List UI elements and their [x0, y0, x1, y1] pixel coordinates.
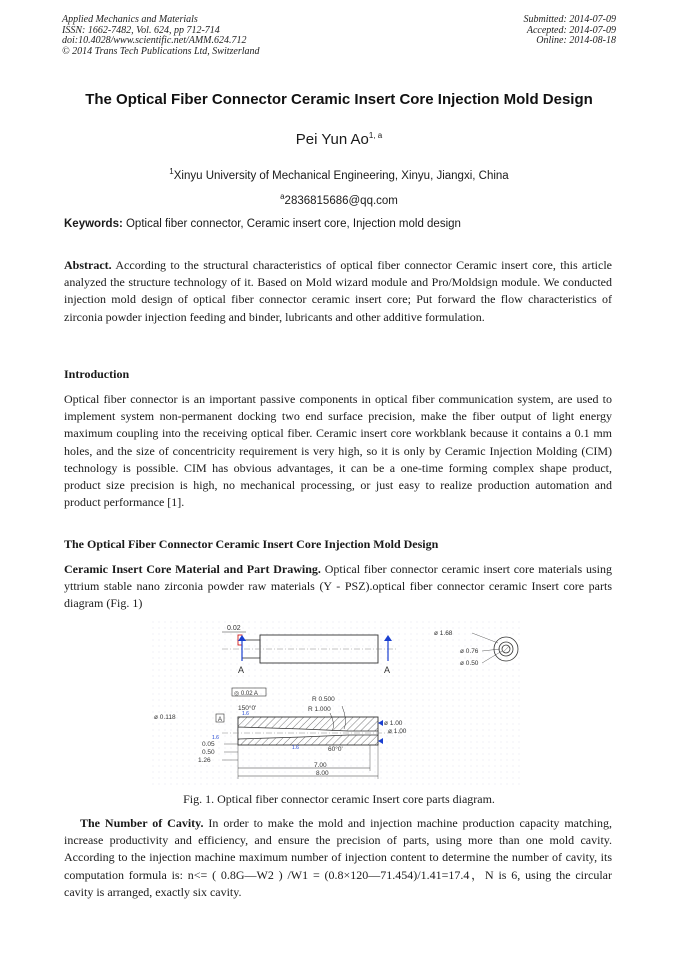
d-right-top-label: ø 1.00	[384, 720, 403, 727]
journal-issn: ISSN: 1662-7482, Vol. 624, pp 712-714	[62, 24, 220, 36]
introduction-paragraph: Optical fiber connector is an important passive components in optical fiber communication system, are used to implement system non-permanent docking two end surface precision, make the fiber output of light energy maximum coupling into the receiving optical fiber. Ceramic insert core workblank because it contains a 0.1 mm holes, and the size of concentricity requirement is very high, so it is only by Ceramic Injection Molding (CIM) technology is possible. CIM has obvious advantages, it can be a one-time forming complex shape product, product size precision is high, no mechanical processing, or just easy to realize production automation and product performance [1].	[64, 392, 612, 510]
affiliation-text: Xinyu University of Mechanical Engineering, Xinyu, Jiangxi, China	[173, 169, 509, 182]
cavity-text: In order to make the mold and injection machine production capacity matching, increase productivity and efficiency, and ensure the precision of parts, using more than one mold cavity. According to the injection machine maximum number of injection content to determine the number of cavity, its computation formula is: n<= ( 0.8G—W2 ) /W1 = (0.8×120—71.454)/1.41=17.4，N is 6, using the circular cavity is arranged, exactly six cavity.	[64, 816, 612, 899]
introduction-heading: Introduction	[64, 367, 130, 381]
d-inner-label: ø 0.50	[460, 660, 479, 667]
journal-header-right	[524, 15, 617, 47]
d-mid-label: ø 0.76	[460, 648, 479, 655]
dim-126: 1.26	[198, 757, 211, 764]
paper-title: The Optical Fiber Connector Ceramic Insert Core Injection Mold Design	[85, 91, 593, 108]
angle-bottom-label: 60°0'	[328, 746, 343, 753]
roughness-3: 1.6	[242, 711, 249, 717]
angle-top-label: 150°0'	[238, 705, 257, 712]
d-left-label: ø 0.118	[154, 714, 176, 721]
len-700: 7.00	[314, 762, 327, 769]
section-heading-mold-design: The Optical Fiber Connector Ceramic Insert Core Injection Mold Design	[64, 537, 439, 551]
figure-parts-diagram	[152, 621, 522, 785]
author-sup: 1, a	[368, 131, 383, 140]
journal-copyright: © 2014 Trans Tech Publications Ltd, Switzerland	[62, 45, 260, 57]
d-right-label: ø 1.00	[388, 728, 407, 735]
affiliation	[0, 167, 678, 182]
section-a-left: A	[238, 665, 245, 675]
cavity-label: The Number of Cavity.	[80, 816, 204, 830]
author-name: Pei Yun Ao	[295, 131, 369, 148]
parts-diagram-svg	[152, 621, 522, 785]
len-800: 8.00	[316, 770, 329, 777]
dim-005: 0.05	[202, 741, 215, 748]
material-text: Optical fiber connector ceramic insert core materials using yttrium stable nano zirconia powder raw materials (Y - PSZ).optical fiber connector ceramic Insert core parts diagram (Fig. 1)	[64, 562, 612, 611]
abstract-paragraph	[64, 257, 612, 326]
journal-name: Applied Mechanics and Materials	[62, 14, 198, 25]
affiliation-sup: 1	[169, 167, 174, 176]
datum-a-label: A	[218, 717, 223, 723]
material-label: Ceramic Insert Core Material and Part Drawing.	[64, 562, 321, 576]
tol-top-label: 0.02	[227, 625, 241, 632]
datum-box-label: ◎ 0.02 A	[234, 691, 258, 697]
author-line	[0, 131, 678, 148]
d-outer-label: ø 1.68	[434, 630, 453, 637]
figure-caption: Fig. 1. Optical fiber connector ceramic Insert core parts diagram.	[183, 792, 495, 806]
email-sup: a	[280, 192, 285, 201]
journal-doi: doi:10.4028/www.scientific.net/AMM.624.712	[62, 35, 247, 46]
date-accepted: Accepted: 2014-07-09	[526, 24, 616, 36]
keywords-label: Keywords:	[64, 218, 123, 230]
r-inner-label: R 1.000	[308, 706, 331, 713]
abstract-label: Abstract.	[64, 258, 112, 272]
dim-050: 0.50	[202, 749, 215, 756]
abstract-text: According to the structural characteristics of optical fiber connector Ceramic insert core, this article analyzed the structure technology of it. Based on Mold wizard module and Pro/Moldsign module. We conducted injection mold design of optical fiber connector ceramic insert core; Put forward the flow characteristics of zirconia powder injection feeding and binder, lubricants and other additive formulation.	[64, 258, 612, 324]
journal-header-left	[62, 15, 260, 57]
keywords-text: Optical fiber connector, Ceramic insert core, Injection mold design	[122, 218, 461, 230]
roughness-2: 1.6	[292, 745, 299, 751]
email-text: 2836815686@qq.com	[284, 194, 398, 207]
date-online: Online: 2014-08-18	[536, 35, 616, 46]
r-outer-label: R 0.500	[312, 696, 335, 703]
date-submitted: Submitted: 2014-07-09	[523, 14, 616, 25]
roughness-1: 1.6	[212, 735, 219, 741]
cavity-paragraph	[64, 815, 612, 901]
keywords	[64, 218, 616, 230]
material-paragraph	[64, 561, 612, 613]
author-email	[0, 192, 678, 207]
section-a-right: A	[384, 665, 391, 675]
